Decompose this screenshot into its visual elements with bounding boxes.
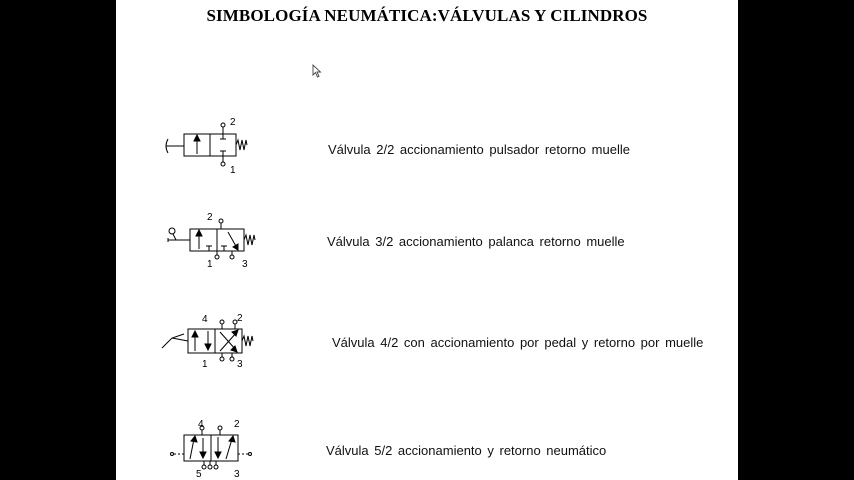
slide: [116, 0, 738, 480]
port-label: 4: [202, 314, 208, 325]
port-label: 1: [207, 259, 213, 270]
mouse-cursor-icon: [312, 64, 322, 83]
slide-title: SIMBOLOGÍA NEUMÁTICA:VÁLVULAS Y CILINDROS: [206, 6, 648, 25]
valve-5-2-description: Válvula 5/2 accionamiento y retorno neumático: [326, 443, 607, 458]
port-label: 2: [230, 117, 236, 128]
port-label: 3: [237, 359, 243, 370]
valve-3-2-symbol: [166, 210, 256, 270]
port-label: 2: [207, 212, 213, 223]
port-label: 5: [196, 469, 202, 480]
valve-4-2-description: Válvula 4/2 con accionamiento por pedal y retorno por muelle: [332, 335, 704, 350]
port-label: 4: [198, 419, 204, 430]
valve-2-2-description: Válvula 2/2 accionamiento pulsador retorno muelle: [328, 142, 630, 157]
valve-5-2-symbol: [168, 412, 258, 480]
valve-2-2-symbol: [160, 116, 250, 176]
port-label: 3: [242, 259, 248, 270]
port-label: 3: [234, 469, 240, 480]
valve-3-2-description: Válvula 3/2 accionamiento palanca retorno muelle: [327, 234, 625, 249]
port-label: 2: [237, 313, 243, 324]
valve-4-2-symbol: [160, 310, 260, 372]
port-label: 1: [230, 165, 236, 176]
port-label: 1: [202, 359, 208, 370]
port-label: 2: [234, 419, 240, 430]
